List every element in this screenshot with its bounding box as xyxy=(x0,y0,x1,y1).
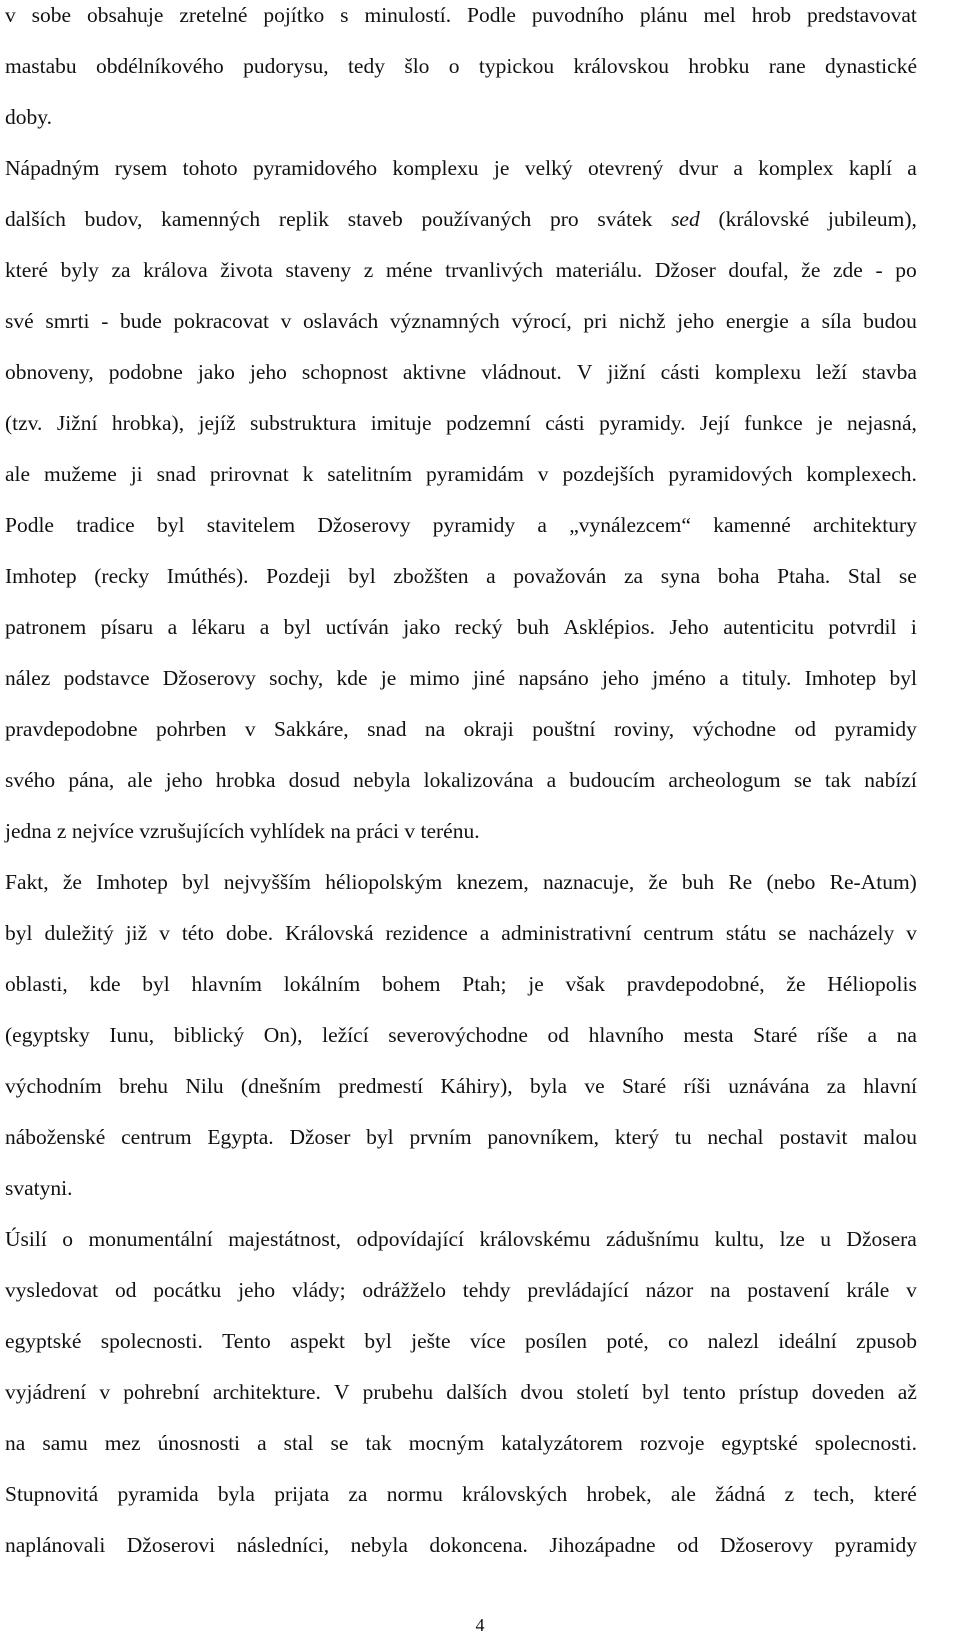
text-line: vyjádrení v pohrební architekture. V prubehu dalších dvou století byl tento prístup doveden až xyxy=(5,1380,917,1404)
text-line: svatyni. xyxy=(5,1176,73,1200)
text-line: náboženské centrum Egypta. Džoser byl prvním panovníkem, který tu nechal postavit malou xyxy=(5,1125,917,1149)
text-line: byl duležitý již v této dobe. Královská rezidence a administrativní centrum státu se nacházely v xyxy=(5,921,917,945)
text-line: Úsilí o monumentální majestátnost, odpovídající královskému zádušnímu kultu, lze u Džosera xyxy=(5,1227,917,1251)
text-line: pravdepodobne pohrben v Sakkáre, snad na okraji pouštní roviny, východne od pyramidy xyxy=(5,717,917,741)
text-line: své smrti - bude pokracovat v oslavách významných výrocí, pri nichž jeho energie a síla budou xyxy=(5,309,917,333)
text-line: které byly za králova života staveny z méne trvanlivých materiálu. Džoser doufal, že zde - po xyxy=(5,258,917,282)
text-line: obnoveny, podobne jako jeho schopnost aktivne vládnout. V jižní cásti komplexu leží stavba xyxy=(5,360,917,384)
text-line: Imhotep (recky Imúthés). Pozdeji byl zbožšten a považován za syna boha Ptaha. Stal se xyxy=(5,564,917,588)
text-line: (tzv. Jižní hrobka), jejíž substruktura imituje podzemní cásti pyramidy. Její funkce je nejasná, xyxy=(5,411,917,435)
text-line: východním brehu Nilu (dnešním predmestí Káhiry), byla ve Staré ríši uznávána za hlavní xyxy=(5,1074,917,1098)
page-number: 4 xyxy=(475,1615,485,1635)
text-line: ale mužeme ji snad prirovnat k satelitním pyramidám v pozdejších pyramidových komplexech. xyxy=(5,462,917,486)
text-line: nález podstavce Džoserovy sochy, kde je mimo jiné napsáno jeho jméno a tituly. Imhotep byl xyxy=(5,666,917,690)
text-line: dalších budov, kamenných replik staveb používaných pro svátek sed (královské jubileum), xyxy=(5,207,917,231)
text-line: svého pána, ale jeho hrobka dosud nebyla lokalizována a budoucím archeologum se tak nabízí xyxy=(5,768,917,792)
text-line: mastabu obdélníkového pudorysu, tedy šlo o typickou královskou hrobku rane dynastické xyxy=(5,54,917,78)
text-line: egyptské spolecnosti. Tento aspekt byl ješte více posílen poté, co nalezl ideální zpusob xyxy=(5,1329,917,1353)
text-line: oblasti, kde byl hlavním lokálním bohem Ptah; je však pravdepodobné, že Héliopolis xyxy=(5,972,917,996)
text-line: Nápadným rysem tohoto pyramidového komplexu je velký otevrený dvur a komplex kaplí a xyxy=(5,156,917,180)
text-line: (egyptsky Iunu, biblický On), ležící severovýchodne od hlavního mesta Staré ríše a na xyxy=(5,1023,917,1047)
text-line: Fakt, že Imhotep byl nejvyšším héliopolským knezem, naznacuje, že buh Re (nebo Re-Atum) xyxy=(5,870,917,894)
text-line: vysledovat od pocátku jeho vlády; odrážželo tehdy prevládající názor na postavení krále v xyxy=(5,1278,917,1302)
text-line: Podle tradice byl stavitelem Džoserovy pyramidy a „vynálezcem“ kamenné architektury xyxy=(5,513,917,537)
text-line: Stupnovitá pyramida byla prijata za normu královských hrobek, ale žádná z tech, které xyxy=(5,1482,917,1506)
text-line: na samu mez únosnosti a stal se tak mocným katalyzátorem rozvoje egyptské spolecnosti. xyxy=(5,1431,917,1455)
text-line: patronem písaru a lékaru a byl uctíván jako recký buh Asklépios. Jeho autenticitu potvrdil i xyxy=(5,615,917,639)
text-line: doby. xyxy=(5,105,52,129)
text-line: jedna z nejvíce vzrušujících vyhlídek na práci v terénu. xyxy=(5,819,480,843)
text-line: v sobe obsahuje zretelné pojítko s minulostí. Podle puvodního plánu mel hrob predstavovat xyxy=(5,3,917,27)
text-line: naplánovali Džoserovi následníci, nebyla dokoncena. Jihozápadne od Džoserovy pyramidy xyxy=(5,1533,917,1557)
